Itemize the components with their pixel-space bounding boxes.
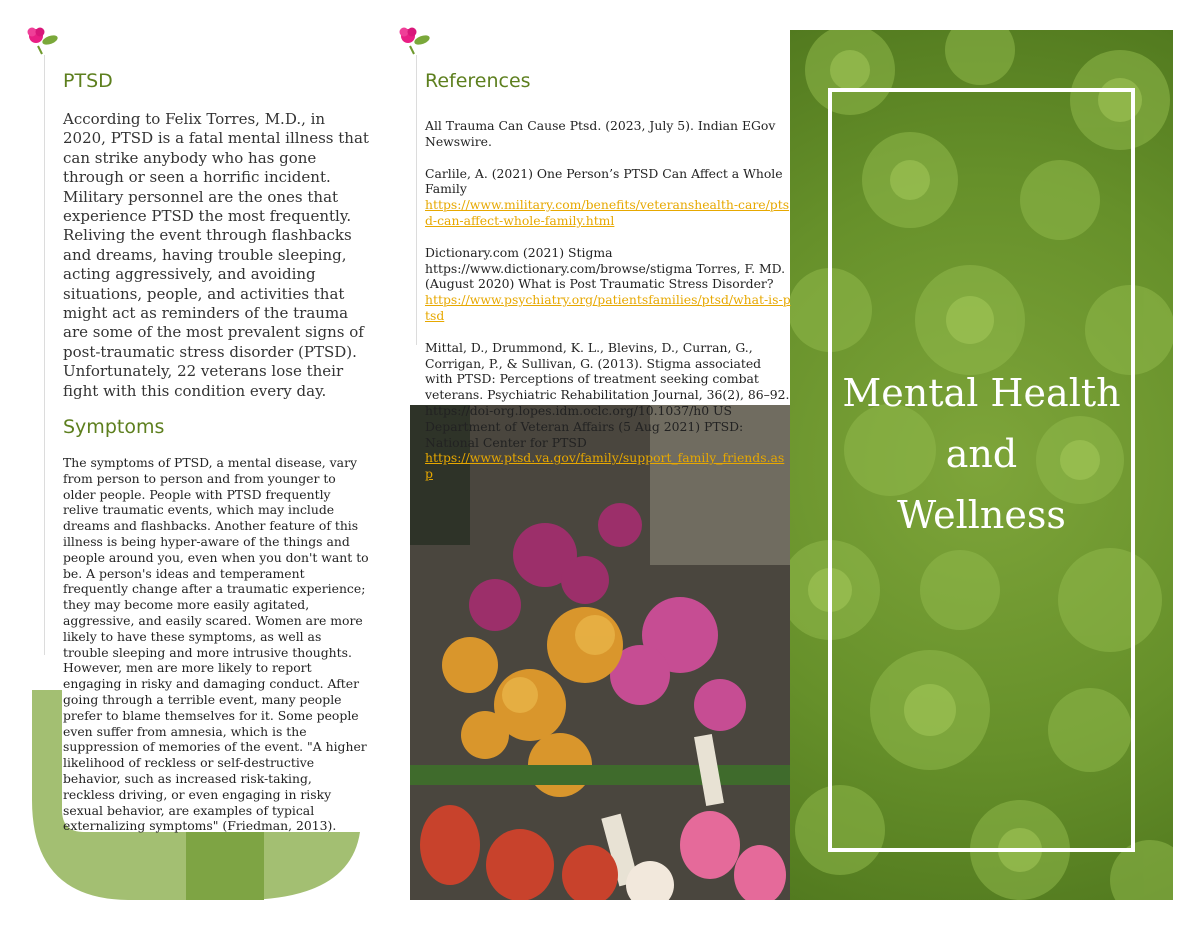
reference-text: Carlile, A. (2021) One Person’s PTSD Can Affect a Whole Family: [425, 165, 783, 197]
text-line: situations, people, and activities that: [63, 284, 345, 303]
text-line: they may become more easily agitated,: [63, 597, 310, 613]
text-line: suppression of memories of the event. "A higher: [63, 739, 367, 755]
cover-title-line: and: [945, 432, 1018, 476]
left-panel-vertical-rule: [44, 55, 45, 655]
text-line: relive traumatic events, which may include: [63, 502, 335, 518]
text-line: can strike anybody who has gone: [63, 148, 317, 167]
text-line: According to Felix Torres, M.D., in: [63, 110, 326, 128]
cover-panel: [790, 30, 1173, 900]
middle-flower-logo-icon: [396, 26, 432, 56]
text-line: externalizing symptoms" (Friedman, 2013).: [63, 818, 337, 834]
text-line: aggressive, and easily scared. Women are more: [63, 612, 363, 628]
text-line: from person to person and from younger to: [63, 470, 336, 486]
reference-entry: [425, 166, 791, 229]
text-line: might act as reminders of the trauma: [63, 304, 349, 323]
text-line: Unfortunately, 22 veterans lose their: [63, 362, 344, 381]
reference-link[interactable]: https://www.psychiatry.org/patientsfamilies/ptsd/what-is-ptsd: [425, 292, 791, 323]
text-line: fight with this condition every day.: [63, 381, 327, 400]
text-line: through or seen a horrific incident.: [63, 168, 331, 187]
text-line: dreams and flashbacks. Another feature of this: [63, 518, 359, 534]
cover-title-line: Wellness: [897, 493, 1066, 537]
text-line: and dreams, having trouble sleeping,: [63, 245, 347, 264]
left-flower-logo-icon: [24, 26, 60, 56]
reference-link[interactable]: https://www.ptsd.va.gov/family/support_family_friends.asp: [425, 450, 785, 482]
middle-panel-vertical-rule: [416, 55, 417, 345]
text-line: likelihood of reckless or self-destructive: [63, 755, 315, 771]
text-line: The symptoms of PTSD, a mental disease, vary: [63, 455, 357, 470]
reference-entry: [425, 340, 791, 482]
reference-entry: [425, 245, 791, 324]
reference-link[interactable]: https://www.military.com/benefits/veteranshealth-care/ptsd-can-affect-whole-family.html: [425, 197, 790, 228]
text-line: likely to have these symptoms, as well as: [63, 628, 322, 644]
text-line: post-traumatic stress disorder (PTSD).: [63, 342, 357, 361]
text-line: reckless driving, or even engaging in risky: [63, 786, 332, 802]
text-line: acting aggressively, and avoiding: [63, 265, 316, 284]
text-line: behavior, such as increased risk-taking,: [63, 770, 312, 786]
text-line: are some of the most prevalent signs of: [63, 323, 364, 342]
text-line: prefer to blame themselves for it. Some people: [63, 707, 359, 723]
symptoms-paragraph: [63, 455, 413, 834]
ptsd-heading: PTSD: [63, 70, 113, 92]
ptsd-paragraph: [63, 110, 413, 401]
symptoms-heading: Symptoms: [63, 416, 165, 438]
text-line: even suffer from amnesia, which is the: [63, 723, 307, 739]
text-line: illness is being hyper-aware of the things and: [63, 533, 350, 549]
text-line: engaging in risky and damaging conduct. After: [63, 676, 360, 692]
text-line: frequently change after a traumatic experience;: [63, 581, 366, 597]
text-line: sexual behavior, are examples of typical: [63, 802, 315, 818]
text-line: experience PTSD the most frequently.: [63, 207, 352, 226]
text-line: be. A person's ideas and temperament: [63, 565, 305, 581]
text-line: Reliving the event through flashbacks: [63, 226, 352, 245]
text-line: older people. People with PTSD frequently: [63, 486, 331, 502]
text-line: Military personnel are the ones that: [63, 187, 339, 206]
references-list: [425, 118, 791, 498]
text-line: However, men are more likely to report: [63, 660, 312, 676]
text-line: 2020, PTSD is a fatal mental illness that: [63, 129, 369, 148]
text-line: trouble sleeping and more intrusive thoughts.: [63, 644, 352, 660]
text-line: going through a terrible event, many people: [63, 691, 342, 707]
reference-text: Mittal, D., Drummond, K. L., Blevins, D., Curran, G., Corrigan, P., & Sullivan, G. (2013). Stigma associated with PTSD: Perceptions of treatment seeking combat veterans. Psychiatric Rehabilitation Journal, 36(2), 86–92. https://doi-org.lopes.idm.oclc.org/10.1037/h0 US Department of Veteran Affairs (5 Aug 2021) PTSD: National Center for PTSD: [425, 339, 790, 450]
text-line: people around you, even when you don't want to: [63, 549, 369, 565]
reference-text: All Trauma Can Cause Ptsd. (2023, July 5). Indian EGov Newswire.: [425, 118, 776, 149]
reference-text: Dictionary.com (2021) Stigma https://www.dictionary.com/browse/stigma Torres, F. MD. (August 2020) What is Post Traumatic Stress Disorder?: [425, 244, 786, 292]
cover-title: [790, 363, 1173, 546]
reference-entry: [425, 118, 791, 150]
references-heading: References: [425, 70, 531, 92]
cover-title-line: Mental Health: [842, 371, 1121, 415]
